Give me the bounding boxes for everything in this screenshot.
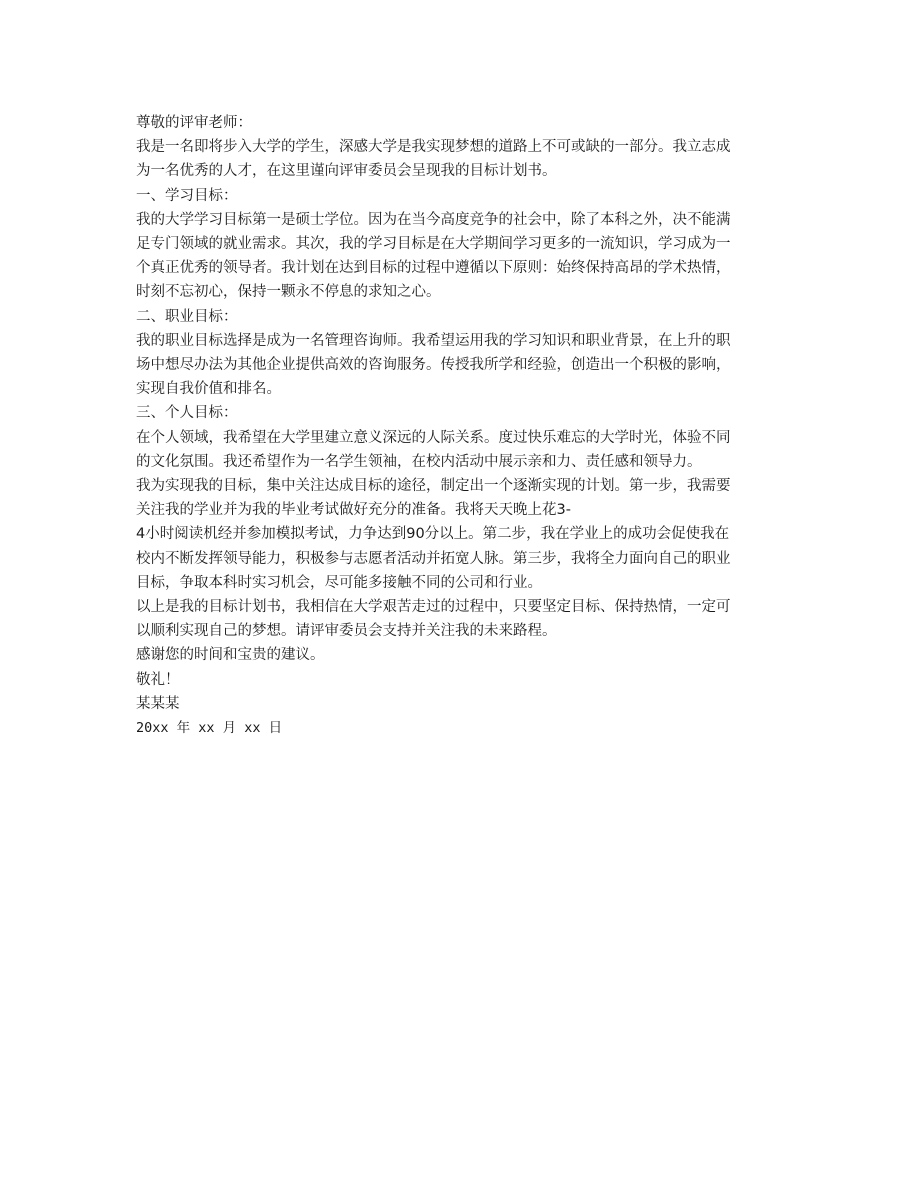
study-line-1: 我的大学学习目标第一是硕士学位。因为在当今高度竞争的社会中，除了本科之外，决不能满 bbox=[136, 211, 731, 228]
study-line-3: 个真正优秀的领导者。我计划在达到目标的过程中遵循以下原则：始终保持高昂的学术热情， bbox=[136, 260, 731, 277]
career-line-1: 我的职业目标选择是成为一名管理咨询师。我希望运用我的学习知识和职业背景，在上升的职 bbox=[136, 332, 731, 349]
signature: 某某某 bbox=[136, 695, 180, 712]
closing-line-1: 以上是我的目标计划书，我相信在大学艰苦走过的过程中，只要坚定目标、保持热情，一定可 bbox=[136, 599, 731, 616]
plan-line-2: 关注我的学业并为我的毕业考试做好充分的准备。我将天天晚上花3- bbox=[136, 502, 571, 519]
letter-body bbox=[136, 111, 786, 740]
section-heading-career: 二、职业目标： bbox=[136, 308, 238, 325]
study-line-4: 时刻不忘初心，保持一颗永不停息的求知之心。 bbox=[136, 284, 441, 301]
career-line-2: 场中想尽办法为其他企业提供高效的咨询服务。传授我所学和经验，创造出一个积极的影响， bbox=[136, 357, 731, 374]
regards-line: 敬礼！ bbox=[136, 671, 180, 688]
section-heading-study: 一、学习目标： bbox=[136, 187, 238, 204]
salutation: 尊敬的评审老师： bbox=[136, 115, 252, 131]
intro-line-1: 我是一名即将步入大学的学生，深感大学是我实现梦想的道路上不可或缺的一部分。我立志成 bbox=[136, 139, 731, 156]
personal-line-1: 在个人领域，我希望在大学里建立意义深远的人际关系。度过快乐难忘的大学时光，体验不同 bbox=[136, 429, 731, 446]
plan-line-3: 4小时阅读机经并参加模拟考试，力争达到90分以上。第二步，我在学业上的成功会促使我在 bbox=[136, 526, 730, 543]
thanks-line: 感谢您的时间和宝贵的建议。 bbox=[136, 647, 325, 664]
section-heading-personal: 三、个人目标： bbox=[136, 405, 238, 422]
study-line-2: 足专门领域的就业需求。其次，我的学习目标是在大学期间学习更多的一流知识，学习成为一 bbox=[136, 236, 731, 253]
closing-line-2: 以顺利实现自己的梦想。请评审委员会支持并关注我的未来路程。 bbox=[136, 623, 557, 640]
date-line: 20xx 年 xx 月 xx 日 bbox=[136, 720, 283, 737]
plan-line-4: 校内不断发挥领导能力，积极参与志愿者活动并拓宽人脉。第三步，我将全力面向自己的职业 bbox=[136, 550, 731, 567]
career-line-3: 实现自我价值和排名。 bbox=[136, 381, 281, 398]
personal-line-2: 的文化氛围。我还希望作为一名学生领袖，在校内活动中展示亲和力、责任感和领导力。 bbox=[136, 453, 702, 470]
plan-line-5: 目标，争取本科时实习机会，尽可能多接触不同的公司和行业。 bbox=[136, 574, 542, 591]
intro-line-2: 为一名优秀的人才，在这里谨向评审委员会呈现我的目标计划书。 bbox=[136, 163, 557, 180]
plan-line-1: 我为实现我的目标，集中关注达成目标的途径，制定出一个逐渐实现的计划。第一步，我需要 bbox=[136, 478, 731, 495]
